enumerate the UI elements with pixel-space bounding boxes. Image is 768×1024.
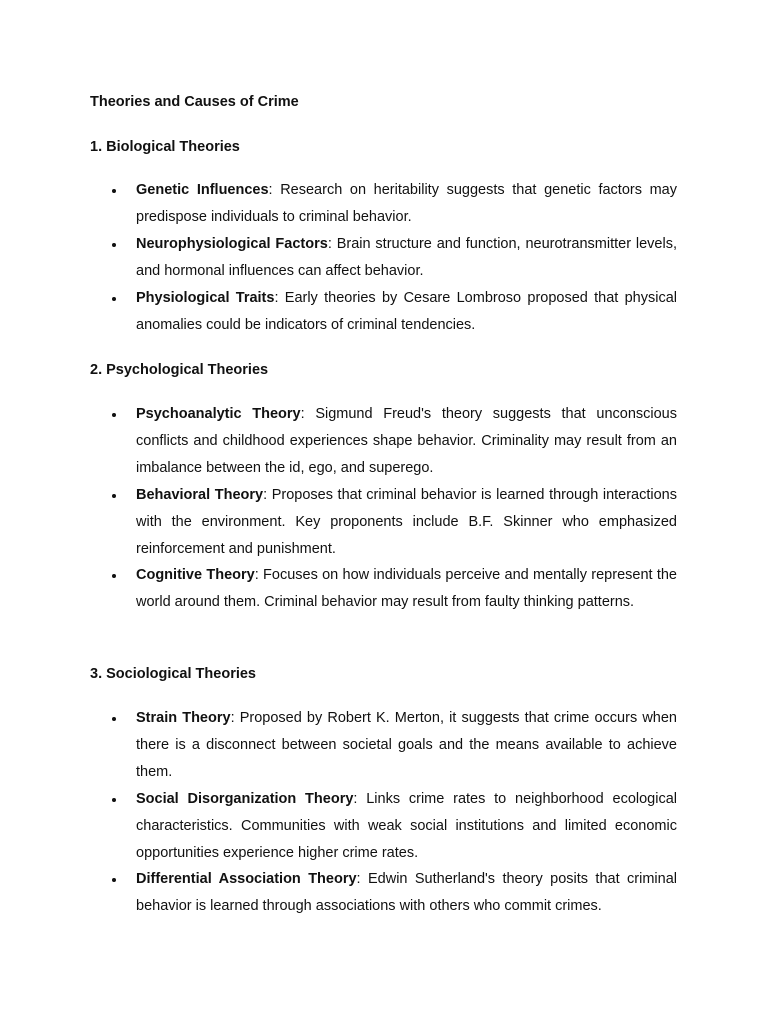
bullet-icon — [112, 717, 116, 721]
bullet-list-psychological — [0, 401, 768, 616]
term: Differential Association Theory — [136, 871, 357, 888]
term: Physiological Traits — [136, 289, 275, 306]
section-heading-psychological: 2. Psychological Theories — [90, 362, 269, 378]
description: : Early theories by Cesare Lombroso proposed that physical anomalies could be indicators of criminal tendencies. — [136, 289, 677, 333]
term: Social Disorganization Theory — [136, 790, 354, 807]
bullet-icon — [112, 878, 116, 882]
description: : Sigmund Freud's theory suggests that unconscious conflicts and childhood experiences shape behavior. Criminality may result from an imbalance between the id, ego, and superego. — [136, 406, 677, 476]
description: : Research on heritability suggests that genetic factors may predispose individuals to criminal behavior. — [136, 182, 677, 225]
list-item — [0, 482, 677, 563]
section-heading-biological: 1. Biological Theories — [90, 139, 240, 155]
description: : Proposes that criminal behavior is learned through interactions with the environment. Key proponents include B.F. Skinner who emphasized reinforcement and punishment. — [136, 486, 677, 557]
bullet-icon — [112, 494, 116, 498]
bullet-icon — [112, 574, 116, 578]
bullet-icon — [112, 413, 116, 417]
bullet-list-sociological — [0, 705, 768, 920]
list-item — [0, 866, 677, 920]
term: Behavioral Theory — [136, 486, 264, 503]
term: Genetic Influences — [136, 182, 269, 198]
bullet-list-biological — [0, 177, 768, 338]
term: Psychoanalytic Theory — [136, 406, 301, 422]
description: : Edwin Sutherland's theory posits that criminal behavior is learned through associations with others who commit crimes. — [136, 871, 677, 915]
term: Neurophysiological Factors — [136, 235, 328, 252]
term: Cognitive Theory — [136, 567, 255, 584]
list-item — [0, 177, 677, 231]
document-title: Theories and Causes of Crime — [90, 94, 299, 110]
list-item — [0, 231, 677, 285]
section-heading-sociological: 3. Sociological Theories — [90, 666, 256, 682]
description: : Brain structure and function, neurotransmitter levels, and hormonal influences can affect behavior. — [136, 235, 677, 279]
term: Strain Theory — [136, 710, 231, 726]
description: : Focuses on how individuals perceive and mentally represent the world around them. Criminal behavior may result from faulty thinking patterns. — [136, 567, 677, 611]
bullet-icon — [112, 189, 116, 193]
description: : Links crime rates to neighborhood ecological characteristics. Communities with weak social institutions and limited economic opportunities experience higher crime rates. — [136, 790, 677, 861]
list-item — [0, 786, 677, 867]
list-item — [0, 705, 677, 786]
description: : Proposed by Robert K. Merton, it suggests that crime occurs when there is a disconnect between societal goals and the means available to achieve them. — [136, 710, 677, 780]
list-item — [0, 401, 677, 482]
list-item — [0, 285, 677, 339]
bullet-icon — [112, 297, 116, 301]
list-item — [0, 562, 677, 616]
bullet-icon — [112, 798, 116, 802]
bullet-icon — [112, 243, 116, 247]
